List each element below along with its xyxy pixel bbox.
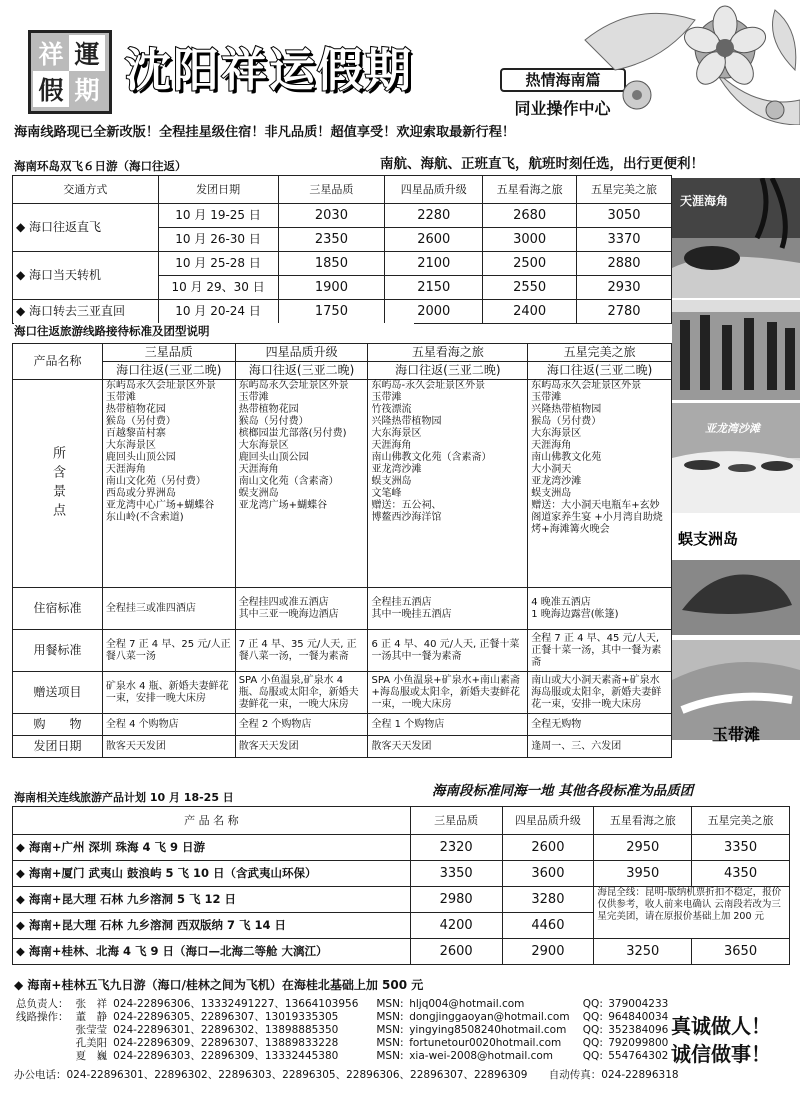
contact-phones: 024-22896303、22896309、13332445380 [113, 1050, 339, 1062]
price-cell: 3050 [577, 204, 672, 228]
contacts-table [14, 998, 674, 1063]
standard-cell: 逢周一、三、六发团 [528, 736, 672, 758]
msn-label: MSN: [376, 1037, 404, 1049]
contact-role [14, 1037, 74, 1050]
standard-cell: 7 正 4 早、35 元/人天, 正餐八菜一汤，一餐为素斋 [235, 630, 368, 672]
standard-cell: SPA 小鱼温泉,矿泉水 4 瓶、岛服或太阳伞，新婚夫妻鲜花一束，一晚大床房 [235, 672, 368, 714]
price-cell: 2600 [410, 939, 502, 965]
qq-label: QQ: [582, 998, 603, 1010]
price-cell: 2900 [502, 939, 594, 965]
contact-role [14, 1024, 74, 1037]
table-row [13, 835, 790, 861]
standard-cell: 全程挂三或准四酒店 [102, 588, 235, 630]
sights-cell: 东屿岛永久会址景区外景 玉带滩 热带植物花园 猴岛（另付费） 槟榔园蚩尤部落(另付费) 大东海景区 鹿回头山顶公园 天涯海角 南山文化苑（含素斋） 蜈支洲岛 亚龙湾广场+蝴蝶谷 [235, 380, 368, 588]
combo-table [12, 806, 790, 965]
price-cell: 3950 [594, 861, 692, 887]
combo-slogan: 海南段标准同海一地 其他各段标准为品质团 [432, 783, 694, 799]
product-name: ◆ 海南+昆大理 石林 九乡溶洞 5 飞 12 日 [13, 887, 411, 913]
table-header: 交通方式 [13, 176, 159, 204]
table-row [13, 252, 672, 276]
contact-row [14, 1024, 674, 1037]
brand-logo [28, 30, 112, 114]
price-cell: 4460 [502, 913, 594, 939]
price-cell: 3350 [410, 861, 502, 887]
contact-phones: 024-22896306、13332491227、13664103956 [113, 998, 359, 1010]
table-header: 产 品 名 称 [13, 807, 411, 835]
standard-cell: 矿泉水 4 瓶、新婚夫妻鲜花一束，安排一晚大床房 [102, 672, 235, 714]
row-label: 赠送项目 [13, 672, 103, 714]
price-cell: 4350 [692, 861, 790, 887]
tour1-title: 海南环岛双飞６日游（海口往返） [14, 158, 284, 174]
contact-qq: 554764302 [608, 1050, 669, 1062]
brand-subtitle: 同业操作中心 [514, 99, 611, 118]
depart-date: 10 月 20-24 日 [158, 300, 278, 324]
sights-label: 所含景点 [13, 380, 103, 588]
table-row [13, 362, 672, 380]
brand-badge: 热情海南篇 [500, 68, 626, 92]
standard-cell: 全程 4 个购物店 [102, 714, 235, 736]
sincerity-slogan [656, 1012, 786, 1068]
table-header: 五星看海之旅 [594, 807, 692, 835]
table-row [13, 939, 790, 965]
msn-label: MSN: [376, 1024, 404, 1036]
logo-char: 祥 [38, 40, 64, 69]
qq-label: QQ: [582, 1037, 603, 1049]
contact-msn: fortunetour0020hotmail.com [409, 1037, 562, 1049]
combo-extra: ◆ 海南+桂林五飞九日游（海口/桂林之间为飞机）在海桂北基础上加 500 元 [14, 978, 424, 992]
depart-date: 10 月 26-30 日 [158, 228, 278, 252]
price-cell: 2980 [410, 887, 502, 913]
price-cell: 2400 [483, 300, 577, 324]
qq-label: QQ: [582, 1024, 603, 1036]
contact-name: 夏 巍 [75, 1050, 108, 1062]
standard-cell: 散客天天发团 [235, 736, 368, 758]
office-phones [14, 1068, 794, 1082]
row-label: 用餐标准 [13, 630, 103, 672]
logo-char: 期 [74, 76, 100, 105]
price-cell: 2930 [577, 276, 672, 300]
price-cell: 2150 [385, 276, 483, 300]
promo-banner: 海南线路现已全新改版！全程挂星级住宿！非凡品质！超值享受！欢迎索取最新行程！ [14, 125, 516, 140]
fax-text: 自动传真：024-22896318 [548, 1069, 679, 1081]
standards-table [12, 343, 672, 758]
table-row [13, 861, 790, 887]
contact-role [14, 1050, 74, 1063]
office-phones-text: 办公电话：024-22896301、22896302、22896303、22896305、22896306、22896307、22896309 [14, 1069, 528, 1081]
standard-cell: 散客天天发团 [368, 736, 528, 758]
tour1-slogan: 南航、海航、正班直飞，航班时刻任选，出行更便利！ [380, 156, 704, 172]
price-cell: 3650 [692, 939, 790, 965]
route-cell: 海口往返(三亚二晚) [235, 362, 368, 380]
price-cell: 1850 [278, 252, 385, 276]
tier-header: 五星完美之旅 [528, 344, 672, 362]
contact-msn: xia-wei-2008@hotmail.com [409, 1050, 554, 1062]
contact-msn: yingying8508240hotmail.com [409, 1024, 567, 1036]
table-row [13, 588, 672, 630]
row-label: 发团日期 [13, 736, 103, 758]
tier-header: 三星品质 [102, 344, 235, 362]
table-row [13, 380, 672, 588]
table-header: 三星品质 [278, 176, 385, 204]
standard-cell: 全程 2 个购物店 [235, 714, 368, 736]
photo-label: 亚龙湾沙滩 [705, 422, 760, 435]
route-cell: 海口往返(三亚二晚) [528, 362, 672, 380]
brand-title: 沈阳祥运假期 [125, 43, 413, 97]
price-cell: 2600 [502, 835, 594, 861]
table-header: 四星品质升级 [385, 176, 483, 204]
contact-row [14, 1011, 674, 1024]
product-name: ◆ 海南+厦门 武夷山 鼓浪屿 5 飞 10 日（含武夷山环保） [13, 861, 411, 887]
standard-cell: 全程无购物 [528, 714, 672, 736]
contact-msn: hljq004@hotmail.com [409, 998, 525, 1010]
price-cell: 3000 [483, 228, 577, 252]
contact-phones: 024-22896301、22896302、13898885350 [113, 1024, 339, 1036]
contact-row [14, 1037, 674, 1050]
standards-title: 海口往返旅游线路接待标准及团型说明 [14, 323, 414, 339]
standard-cell: 全程 1 个购物店 [368, 714, 528, 736]
contact-name: 张 祥 [75, 998, 108, 1010]
photo-label: 蜈支洲岛 [678, 530, 739, 548]
contact-name: 张莹莹 [75, 1024, 108, 1036]
sights-cell: 东屿岛永久会址景区外景 玉带滩 兴隆热带植物园 猴岛（另付费） 大东海景区 天涯海角 南山佛教文化苑 大小洞天 亚龙湾沙滩 蜈支洲岛 赠送：大小洞天电瓶车+玄妙阁道家养生宴 +小月湾自助烧烤+海滩篝火晚会 [528, 380, 672, 588]
slogan-line: 诚信做事！ [671, 1042, 771, 1066]
transport-mode: ◆ 海口当天转机 [13, 252, 159, 300]
standard-cell: SPA 小鱼温泉+矿泉水+南山素斋+海岛服或太阳伞，新婚夫妻鲜花一束，一晚大床房 [368, 672, 528, 714]
row-label: 购 物 [13, 714, 103, 736]
table-header: 五星完美之旅 [577, 176, 672, 204]
standard-cell: 全程挂五酒店 其中一晚挂五酒店 [368, 588, 528, 630]
table-row [13, 714, 672, 736]
logo-char: 運 [69, 35, 105, 71]
table-row [13, 887, 790, 913]
flower-decoration [575, 0, 800, 125]
table-row [13, 344, 672, 362]
price-cell: 1750 [278, 300, 385, 324]
price-cell: 2680 [483, 204, 577, 228]
transport-mode: ◆ 海口往返直飞 [13, 204, 159, 252]
price-cell: 3600 [502, 861, 594, 887]
photo-label: 天涯海角 [680, 194, 729, 208]
table-row [13, 736, 672, 758]
table-header: 发团日期 [158, 176, 278, 204]
contact-role: 总负责人： [16, 998, 69, 1010]
depart-date: 10 月 25-28 日 [158, 252, 278, 276]
price-cell: 2500 [483, 252, 577, 276]
depart-date: 10 月 29、30 日 [158, 276, 278, 300]
standard-cell: 全程 7 正 4 早、25 元/人正餐八菜一汤 [102, 630, 235, 672]
contact-qq: 792099800 [608, 1037, 669, 1049]
sights-cell: 东屿岛永久会址景区外景 玉带滩 热带植物花园 猴岛（另付费） 百越黎苗村寨 大东海景区 鹿回头山顶公园 天涯海角 南山文化苑（另付费） 西岛或分界洲岛 亚龙湾中心广场+蝴蝶谷 东山岭(不含索道) [102, 380, 235, 588]
standard-cell: 全程挂四或准五酒店 其中三亚一晚海边酒店 [235, 588, 368, 630]
tier-header: 五星看海之旅 [368, 344, 528, 362]
standard-cell: 散客天天发团 [102, 736, 235, 758]
msn-label: MSN: [376, 1050, 404, 1062]
photo-dancers [672, 300, 800, 400]
price-cell: 3350 [692, 835, 790, 861]
price-cell: 2780 [577, 300, 672, 324]
table-header: 五星完美之旅 [692, 807, 790, 835]
price-cell: 3280 [502, 887, 594, 913]
price-cell: 2880 [577, 252, 672, 276]
product-name: ◆ 海南+昆大理 石林 九乡溶洞 西双版纳 7 飞 14 日 [13, 913, 411, 939]
price-cell: 2100 [385, 252, 483, 276]
price-cell: 4200 [410, 913, 502, 939]
contact-phones: 024-22896309、22896307、13889833228 [113, 1037, 339, 1049]
contact-role: 线路操作： [16, 1011, 69, 1023]
table-header: 五星看海之旅 [483, 176, 577, 204]
standard-cell: 全程 7 正 4 早、45 元/人天, 正餐十菜一汤，其中一餐为素斋 [528, 630, 672, 672]
msn-label: MSN: [376, 1011, 404, 1023]
contact-name: 董 静 [75, 1011, 108, 1023]
price-cell: 2600 [385, 228, 483, 252]
price-cell: 2350 [278, 228, 385, 252]
price-cell: 2030 [278, 204, 385, 228]
product-label: 产品名称 [13, 344, 103, 380]
contact-phones: 024-22896305、22896307、13019335305 [113, 1011, 339, 1023]
product-name: ◆ 海南+桂林、北海 4 飞 9 日（海口—北海二等舱 大漓江） [13, 939, 411, 965]
route-cell: 海口往返(三亚二晚) [368, 362, 528, 380]
route-cell: 海口往返(三亚二晚) [102, 362, 235, 380]
tour1-price-table [12, 175, 672, 324]
table-header: 三星品质 [410, 807, 502, 835]
price-cell: 2320 [410, 835, 502, 861]
qq-label: QQ: [582, 1011, 603, 1023]
qq-label: QQ: [582, 1050, 603, 1062]
price-cell: 2950 [594, 835, 692, 861]
standard-cell: 6 正 4 早、40 元/人天, 正餐十菜一汤其中一餐为素斋 [368, 630, 528, 672]
sights-cell: 东屿岛-永久会址景区外景 玉带滩 竹筏漂流 兴隆热带植物园 大东海景区 天涯海角 南山佛教文化苑（含素斋） 亚龙湾沙滩 蜈支洲岛 文笔峰 赠送：五公祠、 博鳌西沙海洋馆 [368, 380, 528, 588]
standard-cell: 南山或大小洞天素斋+矿泉水海岛服或太阳伞，新婚夫妻鲜花一束，安排一晚大床房 [528, 672, 672, 714]
contact-qq: 352384096 [608, 1024, 669, 1036]
table-row [13, 672, 672, 714]
contact-row [14, 998, 674, 1011]
table-row [13, 300, 672, 324]
table-row [13, 630, 672, 672]
msn-label: MSN: [376, 998, 404, 1010]
slogan-line: 真诚做人！ [671, 1014, 771, 1038]
photo-label: 玉带滩 [712, 725, 761, 744]
contact-qq: 964840034 [608, 1011, 669, 1023]
row-label: 住宿标准 [13, 588, 103, 630]
combo-title: 海南相关连线旅游产品计划 10 月 18-25 日 [14, 791, 234, 804]
table-header: 四星品质升级 [502, 807, 594, 835]
contact-msn: dongjinggaoyan@hotmail.com [409, 1011, 570, 1023]
product-name: ◆ 海南+广州 深圳 珠海 4 飞 9 日游 [13, 835, 411, 861]
standard-cell: 4 晚准五酒店 1 晚海边露营(帐篷) [528, 588, 672, 630]
contact-name: 孔美阳 [75, 1037, 108, 1049]
price-cell: 2000 [385, 300, 483, 324]
table-row [13, 204, 672, 228]
tier-header: 四星品质升级 [235, 344, 368, 362]
price-cell: 2280 [385, 204, 483, 228]
price-cell: 2550 [483, 276, 577, 300]
contact-row [14, 1050, 674, 1063]
logo-char: 假 [33, 71, 69, 107]
price-cell: 1900 [278, 276, 385, 300]
price-cell: 3370 [577, 228, 672, 252]
price-cell: 3250 [594, 939, 692, 965]
transport-mode: ◆ 海口转去三亚直回 [13, 300, 159, 324]
contact-qq: 379004233 [608, 998, 669, 1010]
depart-date: 10 月 19-25 日 [158, 204, 278, 228]
combo-note: 海昆全线：昆明-版纳机票折扣不稳定，报价仅供参考，收人前来电确认 云南段若改为三星完美团，请在原报价基础上加 200 元 [594, 887, 790, 939]
